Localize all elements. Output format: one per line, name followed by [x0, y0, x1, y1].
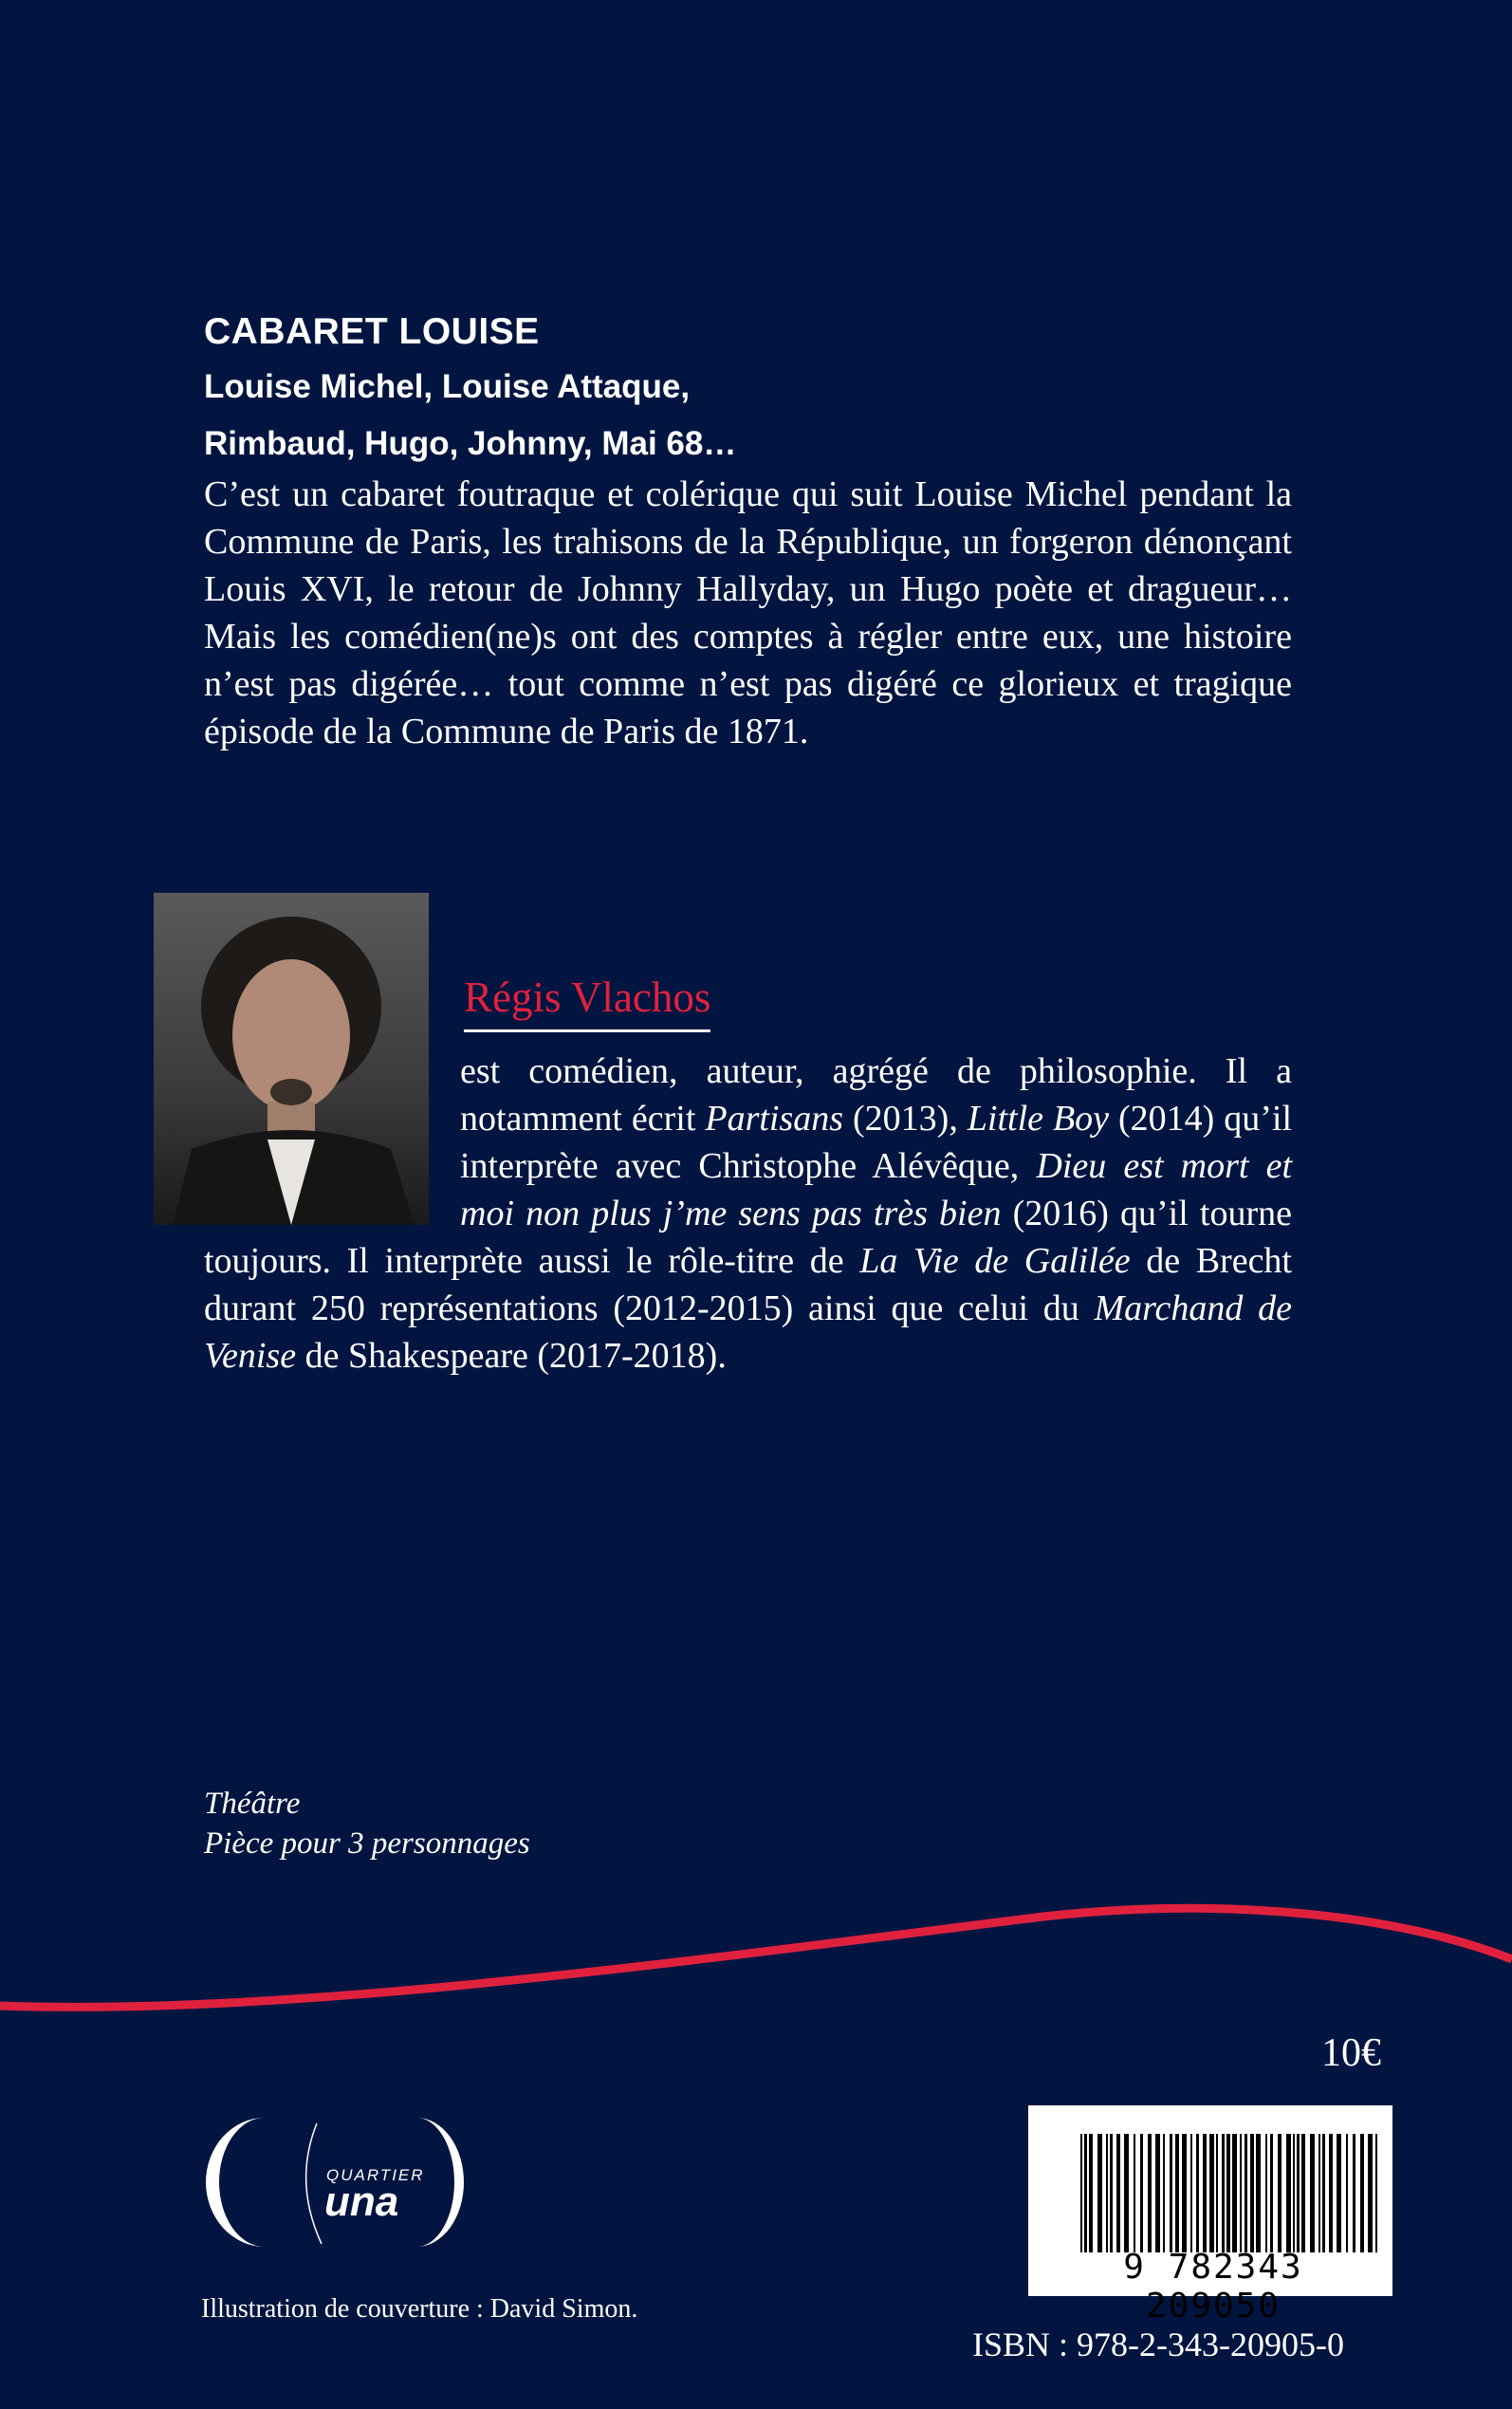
barcode-bar: [1155, 2134, 1160, 2252]
barcode-bar: [1256, 2134, 1261, 2252]
barcode-bar: [1353, 2134, 1355, 2252]
author-bio: [204, 1047, 1292, 1380]
barcode-bar: [1337, 2134, 1341, 2252]
subtitle-line-2: Rimbaud, Hugo, Johnny, Mai 68…: [204, 425, 737, 462]
red-wave-decoration: [0, 1888, 1512, 2021]
barcode-bar: [1322, 2134, 1325, 2252]
work-title: Marchand de Venise: [204, 1288, 1293, 1376]
work-title: La Vie de Galilée: [859, 1241, 1131, 1281]
bio-segment: (2016) qu’il tourne toujours. Il interprète aussi le rôle-titre de: [204, 1194, 1293, 1281]
barcode-bar: [1375, 2134, 1377, 2252]
barcode-bar: [1170, 2134, 1172, 2252]
barcode-bar: [1232, 2134, 1237, 2252]
barcode-bar: [1097, 2134, 1102, 2252]
book-title: CABARET LOUISE: [204, 311, 540, 352]
work-title: Dieu est mort et moi non plus j’me sens pas très bien: [460, 1146, 1293, 1233]
barcode-bar: [1360, 2134, 1364, 2252]
barcode-bar: [1134, 2134, 1135, 2252]
genre-label: Théâtre: [204, 1787, 301, 1821]
barcode-bar: [1140, 2134, 1143, 2252]
barcode-bar: [1278, 2134, 1282, 2252]
logo-text-una: una: [324, 2178, 399, 2225]
cover-credit: Illustration de couverture : David Simon.: [201, 2294, 638, 2324]
price: 10€: [1321, 2031, 1381, 2075]
barcode-bar: [1116, 2134, 1120, 2252]
barcode-bar: [1250, 2134, 1254, 2252]
work-title: Little Boy: [967, 1099, 1110, 1139]
barcode-bar: [1196, 2134, 1199, 2252]
barcode-bar: [1346, 2134, 1348, 2252]
barcode-bar: [1329, 2134, 1333, 2252]
barcode-bar: [1148, 2134, 1152, 2252]
isbn: ISBN : 978-2-343-20905-0: [972, 2326, 1344, 2363]
barcode-bar: [1310, 2134, 1315, 2252]
barcode: [1028, 2105, 1392, 2326]
barcode-bar: [1240, 2134, 1242, 2252]
barcode-bar: [1089, 2134, 1093, 2252]
barcode-digits: 9 782343 209050: [1123, 2248, 1303, 2326]
barcode-bar: [1293, 2134, 1295, 2252]
bio-segment: (2014) qu’il interprète avec Christophe Alévêque,: [460, 1099, 1293, 1186]
barcode-bar: [1222, 2134, 1225, 2252]
barcode-bar: [1080, 2134, 1082, 2252]
publisher-logo: [203, 2116, 478, 2249]
barcode-bar: [1110, 2134, 1113, 2252]
barcode-bar: [1368, 2134, 1373, 2252]
genre-block: [204, 1784, 530, 1863]
bio-segment: (2013),: [843, 1099, 968, 1139]
barcode-bar: [1209, 2134, 1214, 2252]
author-name: Régis Vlachos: [464, 973, 710, 1032]
barcode-bar: [1203, 2134, 1207, 2252]
barcode-bar: [1190, 2134, 1192, 2252]
subtitle-line-1: Louise Michel, Louise Attaque,: [204, 368, 691, 405]
barcode-bar: [1106, 2134, 1108, 2252]
bio-segment: de Brecht durant 250 représentations (2012-2015) ainsi que celui du: [204, 1241, 1292, 1328]
barcode-bar: [1297, 2134, 1300, 2252]
barcode-bar: [1286, 2134, 1291, 2252]
barcode-bar: [1301, 2134, 1305, 2252]
barcode-bar: [1216, 2134, 1218, 2252]
barcode-bar: [1318, 2134, 1320, 2252]
barcode-bar: [1270, 2134, 1273, 2252]
barcode-bar: [1163, 2134, 1165, 2252]
logo-text-quartier: QUARTIER: [326, 2166, 425, 2184]
cast-label: Pièce pour 3 personnages: [204, 1826, 530, 1861]
barcode-bar: [1182, 2134, 1187, 2252]
bio-segment: est comédien, auteur, agrégé de philosophie. Il a notamment écrit: [460, 1051, 1292, 1139]
barcode-bar: [1245, 2134, 1247, 2252]
barcode-bar: [1084, 2134, 1087, 2252]
barcode-bar: [1124, 2134, 1129, 2252]
work-title: Partisans: [705, 1099, 844, 1139]
bio-segment: de Shakespeare (2017-2018).: [296, 1336, 727, 1376]
barcode-bar: [1265, 2134, 1267, 2252]
barcode-bar: [1175, 2134, 1179, 2252]
summary-text: C’est un cabaret foutraque et colérique qui suit Louise Michel pendant la Commune de Paris, les trahisons de la République, un forgeron dénonçant Louis XVI, le retour de Johnny Hallyday, un Hugo poète et dragueur… Mais les comédien(ne)s ont des comptes à régler entre eux, une histoire n’est pas digérée… tout comme n’est pas digéré ce glorieux et tragique épisode de la Commune de Paris de 1871.: [204, 474, 1292, 751]
barcode-bar: [1226, 2134, 1230, 2252]
